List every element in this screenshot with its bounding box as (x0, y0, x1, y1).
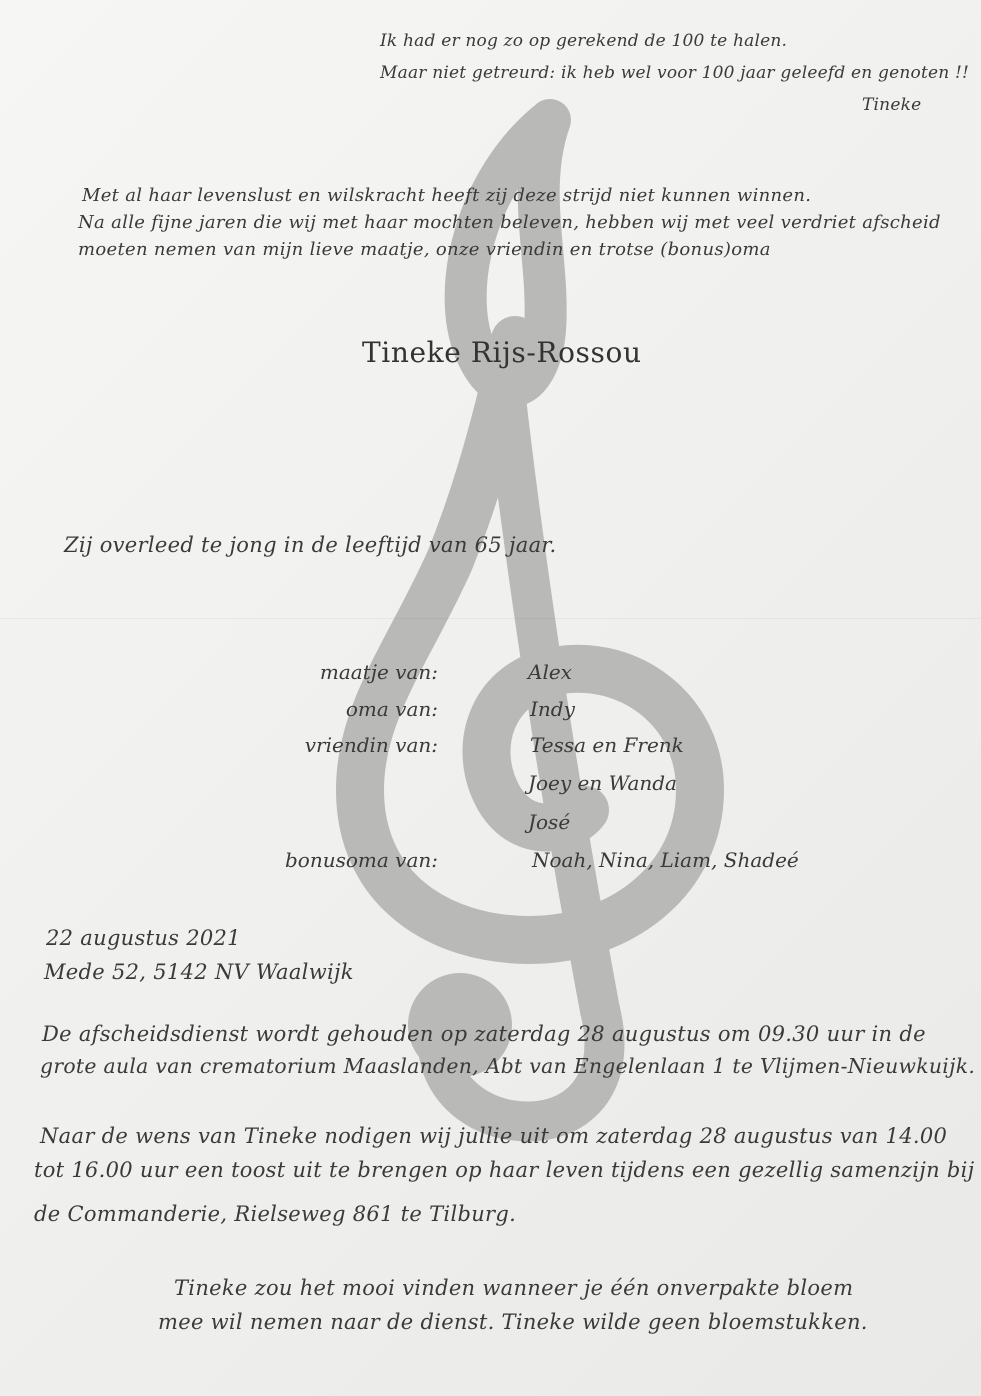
intro-line-3: moeten nemen van mijn lieve maatje, onze vriendin en trotse (bonus)oma (78, 239, 771, 260)
gathering-line-1: Naar de wens van Tineke nodigen wij jullie uit om zaterdag 28 augustus van 14.00 (40, 1124, 948, 1148)
relation-names: Noah, Nina, Liam, Shadeé (532, 848, 799, 872)
quote-author: Tineke (862, 95, 922, 115)
relation-names: José (528, 810, 571, 834)
paper-fold-line (0, 618, 981, 619)
service-line-2: grote aula van crematorium Maaslanden, Abt van Engelenlaan 1 te Vlijmen-Nieuwkuijk. (40, 1054, 976, 1078)
deceased-name: Tineke Rijs-Rossou (362, 336, 642, 369)
address: Mede 52, 5142 NV Waalwijk (44, 960, 354, 984)
intro-line-2: Na alle fijne jaren die wij met haar mochten beleven, hebben wij met veel verdriet afscheid (78, 212, 941, 233)
relation-names: Tessa en Frenk (530, 733, 684, 757)
intro-line-1: Met al haar levenslust en wilskracht heeft zij deze strijd niet kunnen winnen. (82, 185, 812, 206)
relation-names: Joey en Wanda (528, 771, 677, 795)
quote-line-1: Ik had er nog zo op gerekend de 100 te halen. (380, 31, 788, 51)
relation-label: bonusoma van: (285, 848, 438, 872)
gathering-line-2: tot 16.00 uur een toost uit te brengen op haar leven tijdens een gezellig samenzijn bij (34, 1158, 975, 1182)
relation-label: oma van: (345, 697, 438, 721)
service-line-1: De afscheidsdienst wordt gehouden op zaterdag 28 augustus om 09.30 uur in de (42, 1022, 926, 1046)
gathering-line-3: de Commanderie, Rielseweg 861 te Tilburg. (34, 1202, 517, 1226)
relation-label: vriendin van: (304, 733, 438, 757)
relation-label: maatje van: (319, 660, 438, 684)
date: 22 augustus 2021 (46, 926, 241, 950)
flowers-line-2: mee wil nemen naar de dienst. Tineke wilde geen bloemstukken. (158, 1310, 868, 1334)
relation-names: Indy (530, 697, 575, 721)
quote-line-2: Maar niet getreurd: ik heb wel voor 100 jaar geleefd en genoten !! (380, 63, 970, 83)
age-line: Zij overleed te jong in de leeftijd van 65 jaar. (64, 533, 557, 557)
relation-names: Alex (528, 660, 572, 684)
flowers-line-1: Tineke zou het mooi vinden wanneer je één onverpakte bloem (174, 1276, 854, 1300)
